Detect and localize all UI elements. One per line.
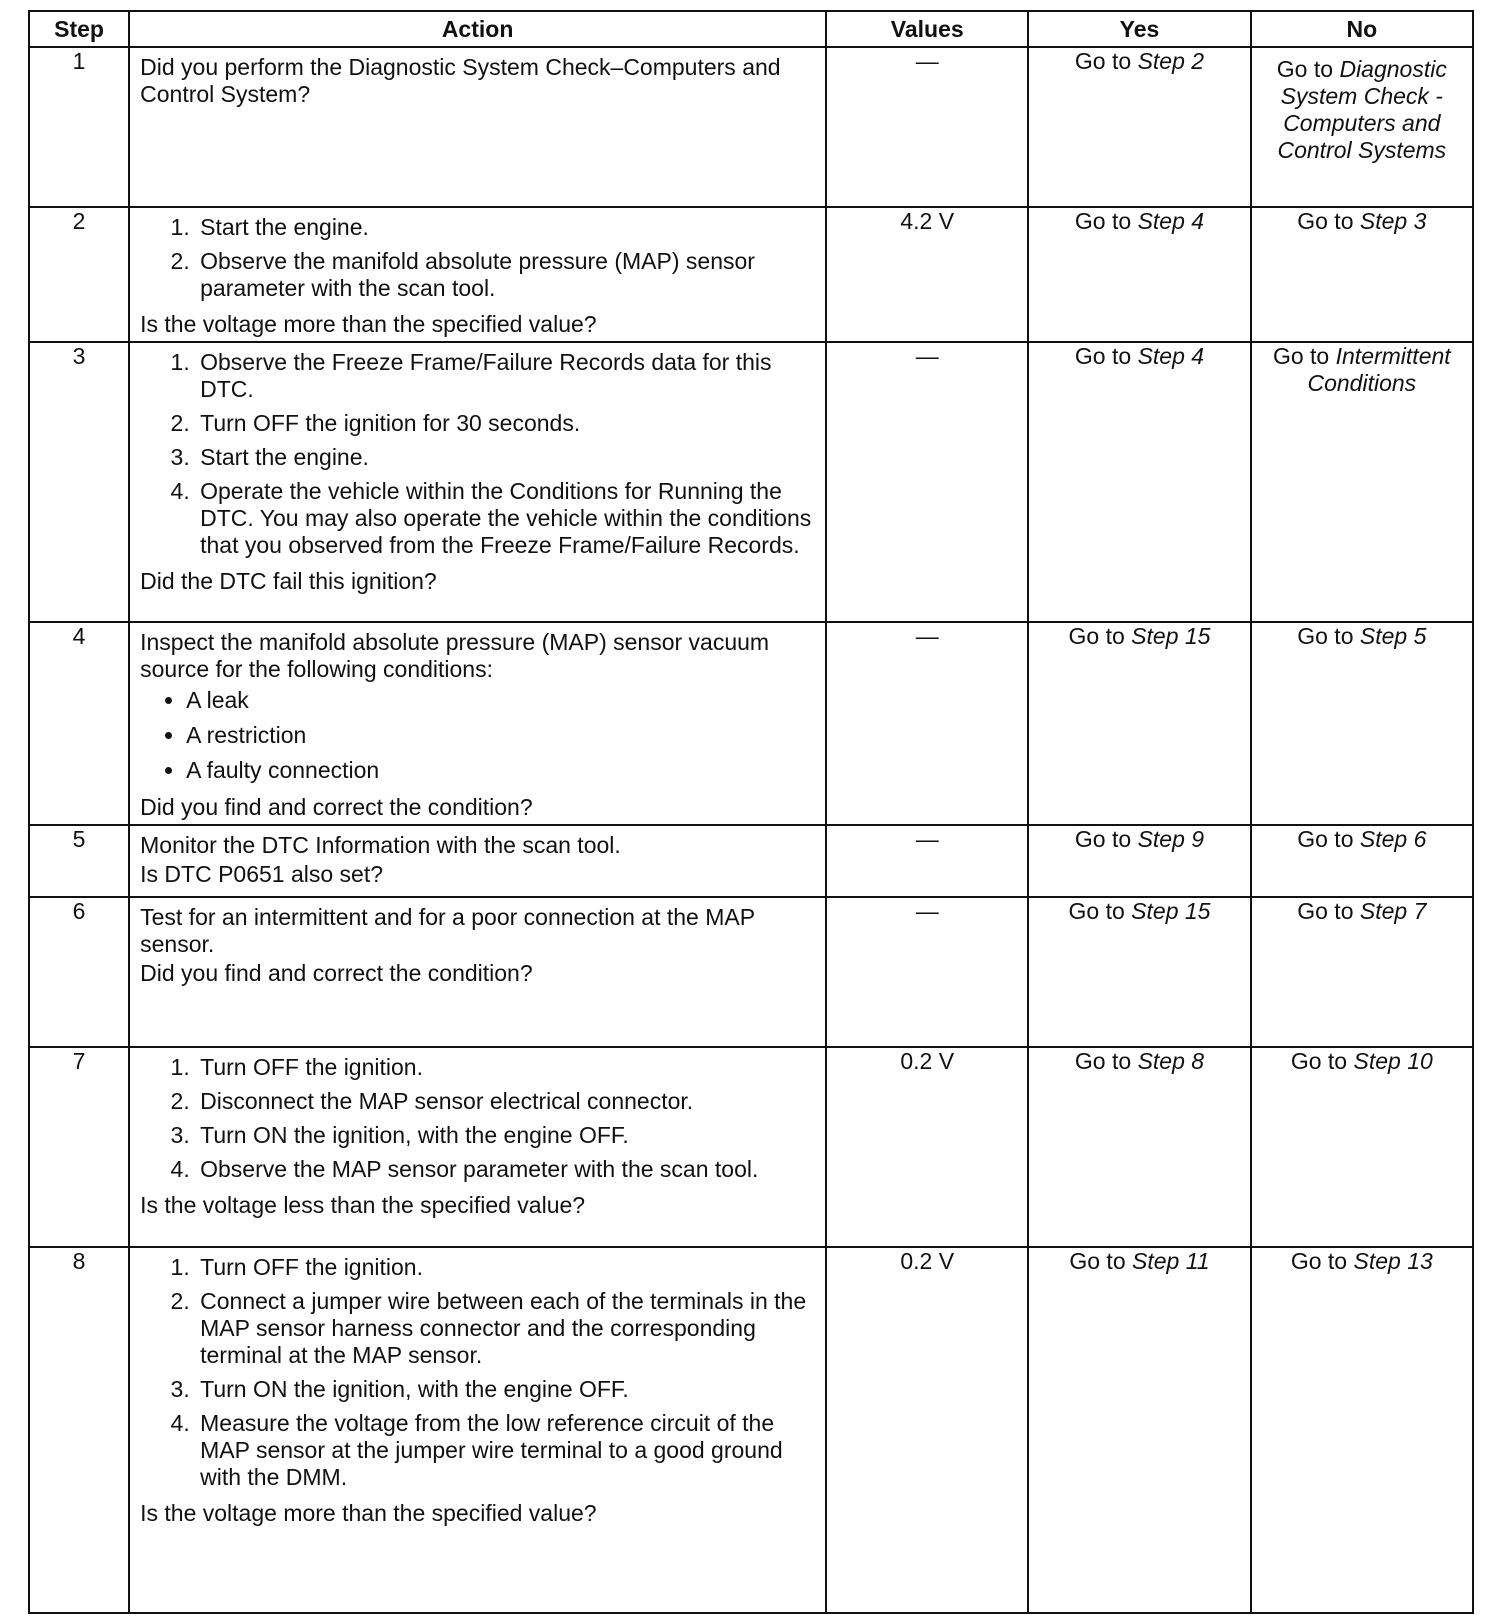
action-step: 2. Disconnect the MAP sensor electrical connector.: [196, 1088, 815, 1115]
action-step: 4. Observe the MAP sensor parameter with the scan tool.: [196, 1156, 815, 1183]
no-link[interactable]: Step 3: [1359, 208, 1427, 234]
no-cell: [1251, 1047, 1473, 1247]
value-cell: —: [826, 342, 1028, 622]
action-steps: [140, 1054, 815, 1190]
action-step: 3. Turn ON the ignition, with the engine OFF.: [196, 1122, 815, 1149]
no-cell: [1251, 47, 1473, 207]
no-cell: [1251, 622, 1473, 825]
step-number: 2: [29, 207, 129, 342]
yes-cell: [1028, 1247, 1250, 1613]
table-row-step-4: [29, 622, 1473, 825]
action-text: Did you perform the Diagnostic System Check–Computers and Control System?: [140, 54, 781, 107]
step-number: 6: [29, 897, 129, 1047]
goto-label: Go to: [1297, 826, 1354, 852]
goto-label: Go to: [1276, 56, 1334, 82]
yes-cell: [1028, 342, 1250, 622]
table-row-step-5: [29, 825, 1473, 897]
action-question: Is the voltage more than the specified value?: [140, 1500, 597, 1526]
yes-cell: [1028, 207, 1250, 342]
no-link[interactable]: Step 13: [1353, 1248, 1433, 1274]
no-link[interactable]: Step 6: [1359, 826, 1427, 852]
action-step: 3. Turn ON the ignition, with the engine OFF.: [196, 1376, 815, 1403]
no-cell: [1251, 897, 1473, 1047]
table-row-step-6: [29, 897, 1473, 1047]
no-link[interactable]: Intermittent Conditions: [1307, 343, 1451, 396]
action-text: Test for an intermittent and for a poor connection at the MAP sensor.: [140, 904, 755, 957]
action-cell: [129, 1047, 826, 1247]
yes-cell: [1028, 47, 1250, 207]
action-question: Is DTC P0651 also set?: [140, 861, 384, 887]
condition-item: • A faulty connection: [186, 757, 815, 784]
step-number: 7: [29, 1047, 129, 1247]
step-number: 1: [29, 47, 129, 207]
action-cell: [129, 622, 826, 825]
action-text: Inspect the manifold absolute pressure (MAP) sensor vacuum source for the following conditions:: [140, 629, 770, 682]
action-question: Did you find and correct the condition?: [140, 794, 533, 820]
action-step: 4. Operate the vehicle within the Conditions for Running the DTC. You may also operate the vehicle within the conditions that you observed from the Freeze Frame/Failure Records.: [196, 478, 815, 559]
goto-label: Go to: [1290, 1248, 1348, 1274]
action-steps: [140, 214, 815, 309]
header-step: Step: [29, 11, 129, 47]
header-yes: Yes: [1028, 11, 1250, 47]
goto-label: Go to: [1297, 898, 1354, 924]
goto-label: Go to: [1074, 1048, 1132, 1074]
yes-link[interactable]: Step 2: [1137, 48, 1205, 74]
goto-label: Go to: [1290, 1048, 1348, 1074]
goto-label: Go to: [1068, 623, 1125, 649]
action-question: Is the voltage more than the specified value?: [140, 311, 597, 337]
header-no: No: [1251, 11, 1473, 47]
goto-label: Go to: [1297, 623, 1354, 649]
yes-cell: [1028, 622, 1250, 825]
action-question: Did the DTC fail this ignition?: [140, 568, 437, 594]
goto-label: Go to: [1074, 343, 1132, 369]
value-cell: 4.2 V: [826, 207, 1028, 342]
header-action: Action: [129, 11, 826, 47]
condition-list: [140, 687, 815, 784]
yes-cell: [1028, 825, 1250, 897]
no-cell: [1251, 207, 1473, 342]
action-step: 4. Measure the voltage from the low reference circuit of the MAP sensor at the jumper wire terminal to a good ground with the DMM.: [196, 1410, 815, 1491]
action-cell: [129, 1247, 826, 1613]
step-number: 3: [29, 342, 129, 622]
yes-link[interactable]: Step 4: [1137, 208, 1205, 234]
table-row-step-1: [29, 47, 1473, 207]
condition-item: • A restriction: [186, 722, 815, 749]
value-cell: —: [826, 47, 1028, 207]
yes-cell: [1028, 1047, 1250, 1247]
no-link[interactable]: Step 5: [1359, 623, 1427, 649]
table-row-step-7: [29, 1047, 1473, 1247]
table-row-step-8: [29, 1247, 1473, 1613]
yes-link[interactable]: Step 9: [1137, 826, 1205, 852]
goto-label: Go to: [1074, 208, 1132, 234]
goto-label: Go to: [1068, 898, 1125, 924]
yes-link[interactable]: Step 8: [1137, 1048, 1205, 1074]
goto-label: Go to: [1272, 343, 1330, 369]
no-cell: [1251, 825, 1473, 897]
step-number: 4: [29, 622, 129, 825]
goto-label: Go to: [1069, 1248, 1126, 1274]
diagnostic-table: [28, 10, 1474, 1614]
action-step: 1. Start the engine.: [196, 214, 815, 241]
header-values: Values: [826, 11, 1028, 47]
yes-link[interactable]: Step 15: [1131, 623, 1211, 649]
action-cell: [129, 825, 826, 897]
action-text: Monitor the DTC Information with the scan tool.: [140, 832, 621, 858]
value-cell: 0.2 V: [826, 1247, 1028, 1613]
table-row-step-2: [29, 207, 1473, 342]
no-link[interactable]: Step 10: [1353, 1048, 1433, 1074]
action-question: Is the voltage less than the specified value?: [140, 1192, 586, 1218]
yes-cell: [1028, 897, 1250, 1047]
action-step: 1. Observe the Freeze Frame/Failure Records data for this DTC.: [196, 349, 815, 403]
table-row-step-3: [29, 342, 1473, 622]
step-number: 8: [29, 1247, 129, 1613]
value-cell: 0.2 V: [826, 1047, 1028, 1247]
goto-label: Go to: [1074, 826, 1132, 852]
action-cell: [129, 342, 826, 622]
header-row: [29, 11, 1473, 47]
yes-link[interactable]: Step 4: [1137, 343, 1205, 369]
yes-link[interactable]: Step 11: [1132, 1248, 1210, 1274]
action-question: Did you find and correct the condition?: [140, 960, 533, 986]
step-number: 5: [29, 825, 129, 897]
yes-link[interactable]: Step 15: [1131, 898, 1211, 924]
action-step: 1. Turn OFF the ignition.: [196, 1054, 815, 1081]
no-cell: [1251, 1247, 1473, 1613]
action-step: 2. Observe the manifold absolute pressure (MAP) sensor parameter with the scan tool.: [196, 248, 815, 302]
condition-item: • A leak: [186, 687, 815, 714]
no-link[interactable]: Diagnostic System Check - Computers and Control Systems: [1277, 56, 1447, 163]
action-cell: [129, 47, 826, 207]
value-cell: —: [826, 897, 1028, 1047]
no-cell: [1251, 342, 1473, 622]
action-step: 2. Turn OFF the ignition for 30 seconds.: [196, 410, 815, 437]
goto-label: Go to: [1074, 48, 1132, 74]
action-step: 2. Connect a jumper wire between each of the terminals in the MAP sensor harness connector and the corresponding terminal at the MAP sensor.: [196, 1288, 815, 1369]
no-link[interactable]: Step 7: [1359, 898, 1427, 924]
action-cell: [129, 207, 826, 342]
action-steps: [140, 349, 815, 566]
action-step: 1. Turn OFF the ignition.: [196, 1254, 815, 1281]
action-step: 3. Start the engine.: [196, 444, 815, 471]
action-steps: [140, 1254, 815, 1498]
value-cell: —: [826, 825, 1028, 897]
goto-label: Go to: [1297, 208, 1354, 234]
action-cell: [129, 897, 826, 1047]
value-cell: —: [826, 622, 1028, 825]
